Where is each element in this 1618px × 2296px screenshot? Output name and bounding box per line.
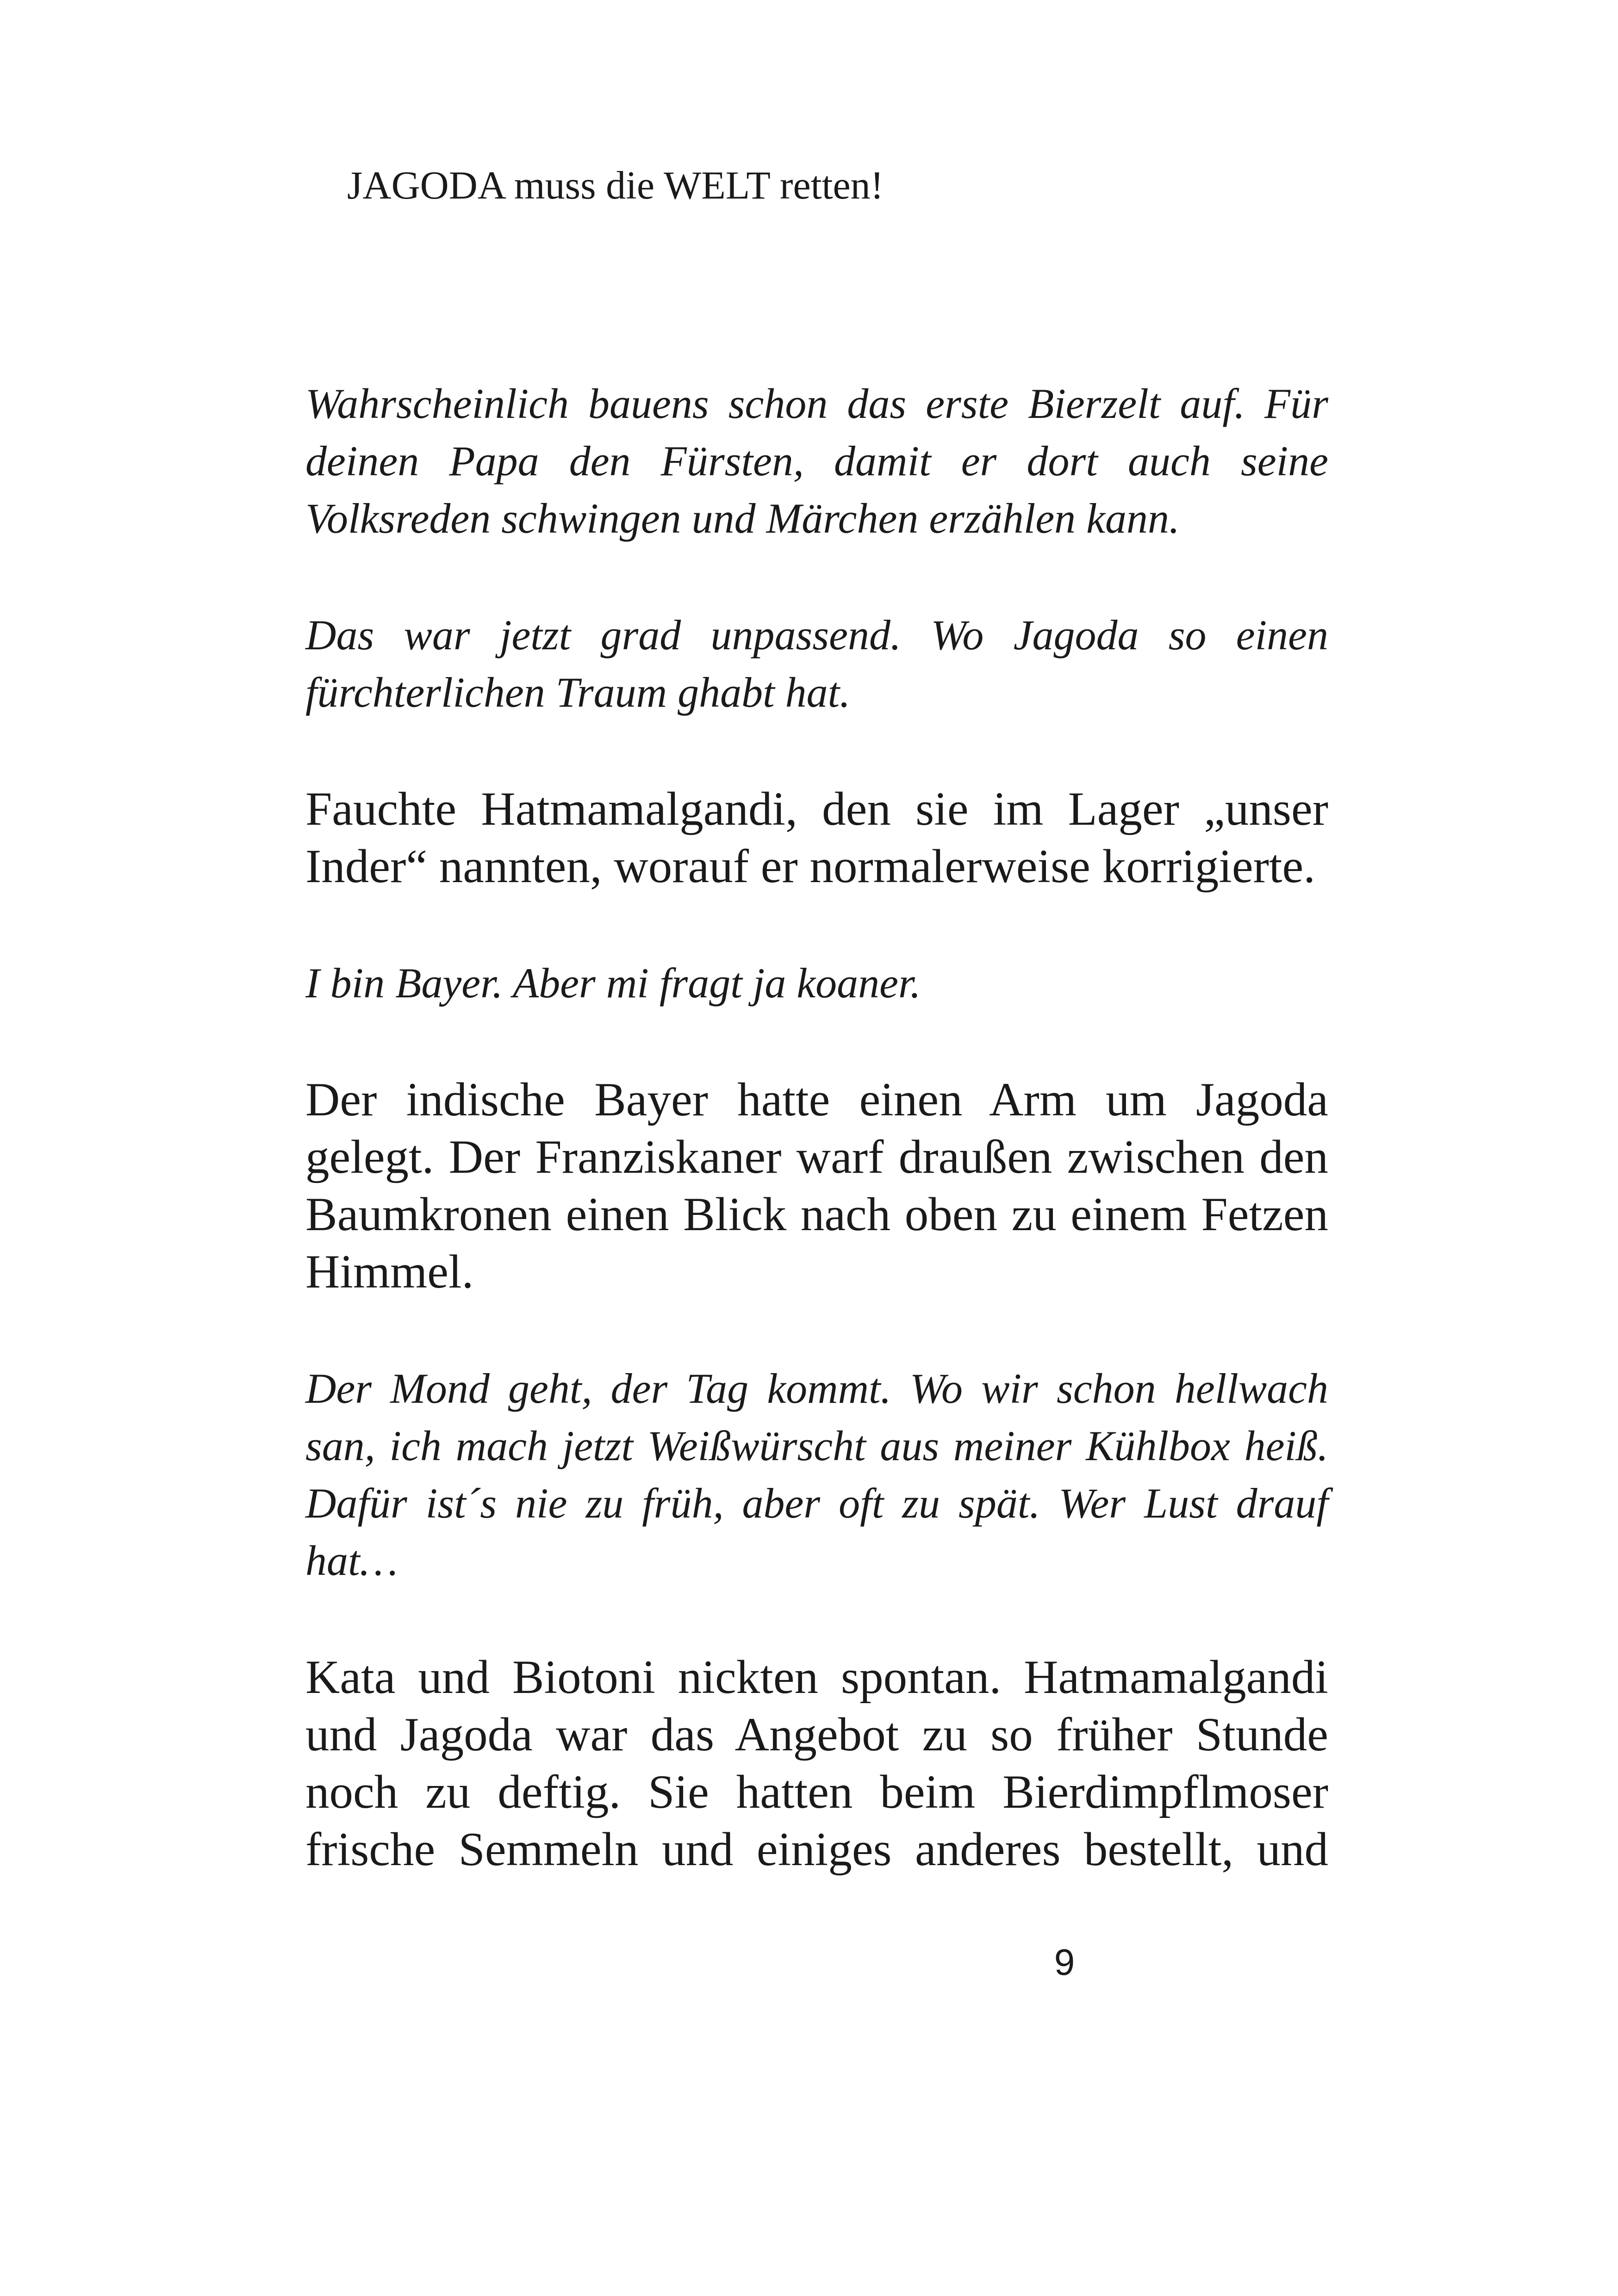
paragraph-narration-3: Kata und Biotoni nickten spontan. Hatmamalgandi und Jagoda war das Angebot zu so früher Stunde noch zu deftig. Sie hatten beim Bierdimpflmoser frische Semmeln und einiges anderes bestellt, und [305, 1651, 1328, 1876]
body-text [305, 375, 1328, 1937]
page-number: 9 [1054, 1941, 1075, 1983]
paragraph-narration-1: Fauchte Hatmamalgandi, den sie im Lager „unser Inder“ nannten, worauf er normalerweise korrigierte. [305, 783, 1328, 893]
paragraph-narration-2: Der indische Bayer hatte einen Arm um Jagoda gelegt. Der Franziskaner warf draußen zwischen den Baumkronen einen Blick nach oben zu einem Fetzen Himmel. [305, 1073, 1328, 1298]
paragraph-dialogue-3: I bin Bayer. Aber mi fragt ja koaner. [305, 959, 921, 1007]
paragraph-dialogue-2: Das war jetzt grad unpassend. Wo Jagoda so einen fürchterlichen Traum ghabt hat. [305, 611, 1328, 716]
running-header: JAGODA muss die WELT retten! [347, 163, 884, 207]
paragraph-dialogue-4: Der Mond geht, der Tag kommt. Wo wir schon hellwach san, ich mach jetzt Weißwürscht aus meiner Kühlbox heiß. Dafür ist´s nie zu früh, aber oft zu spät. Wer Lust drauf hat… [305, 1365, 1328, 1584]
paragraph-dialogue-1: Wahrscheinlich bauens schon das erste Bierzelt auf. Für deinen Papa den Fürsten, damit er dort auch seine Volksreden schwingen und Märchen erzählen kann. [305, 380, 1328, 542]
